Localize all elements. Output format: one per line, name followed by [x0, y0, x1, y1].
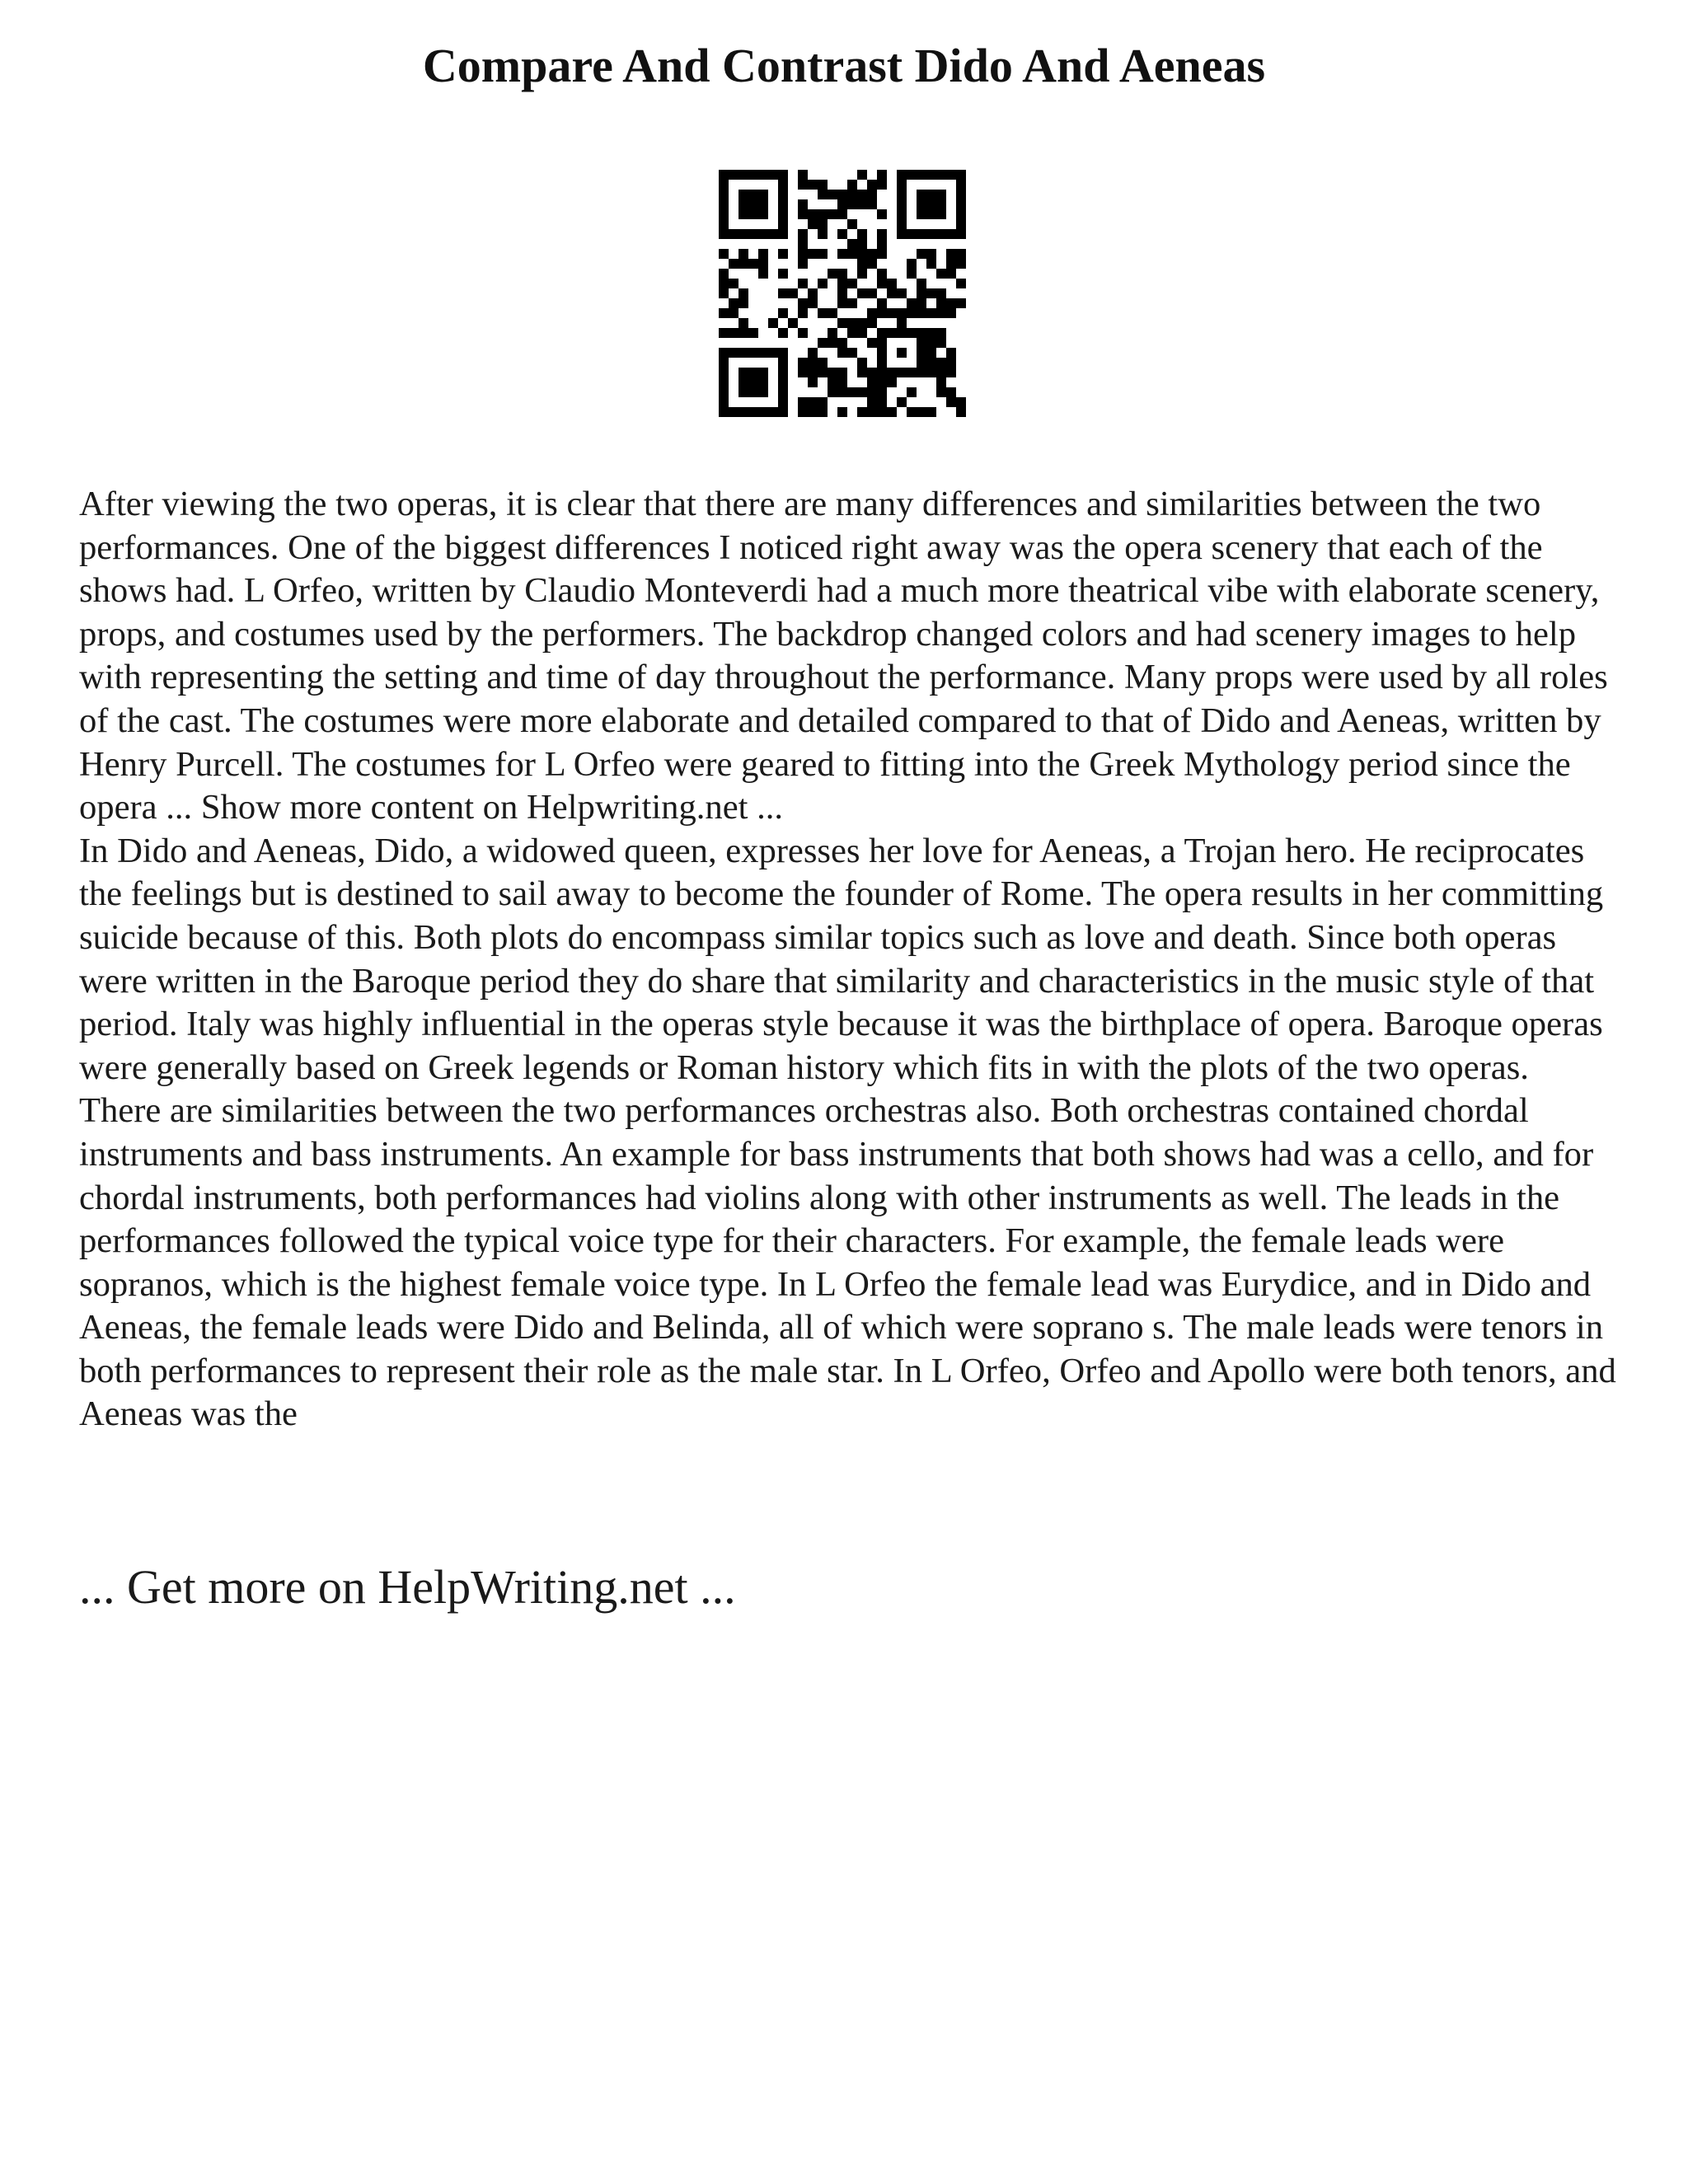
get-more-link[interactable]: ... Get more on HelpWriting.net ...: [79, 1560, 736, 1614]
article-body: [79, 483, 1629, 1436]
page-title: Compare And Contrast Dido And Aeneas: [422, 39, 1266, 92]
paragraph: After viewing the two operas, it is clear that there are many differences and similarities between the two performances. One of the biggest differences I noticed right away was the opera scenery that each of the shows had. L Orfeo, written by Claudio Monteverdi had a much more theatrical vibe with elaborate scenery, props, and costumes used by the performers. The backdrop changed colors and had scenery images to help with representing the setting and time of day throughout the performance. Many props were used by all roles of the cast. The costumes were more elaborate and detailed compared to that of Dido and Aeneas, written by Henry Purcell. The costumes for L Orfeo were geared to fitting into the Greek Mythology period since the opera ... Show more content on Helpwriting.net ...: [79, 485, 1608, 827]
paragraph: There are similarities between the two performances orchestras also. Both orchestras contained chordal instruments and bass instruments. An example for bass instruments that both shows had was a cello, and for chordal instruments, both performances had violins along with other instruments as well. The leads in the performances followed the typical voice type for their characters. For example, the female leads were sopranos, which is the highest female voice type. In L Orfeo the female lead was Eurydice, and in Dido and Aeneas, the female leads were Dido and Belinda, all of which were soprano s. The male leads were tenors in both performances to represent their role as the male star. In L Orfeo, Orfeo and Apollo were both tenors, and Aeneas was the: [79, 1091, 1616, 1434]
qr-code-graphic: [719, 170, 966, 417]
qr-code-icon: [719, 170, 966, 417]
paragraph: In Dido and Aeneas, Dido, a widowed queen, expresses her love for Aeneas, a Trojan hero. He reciprocates the feelings but is destined to sail away to become the founder of Rome. The opera results in her committing suicide because of this. Both plots do encompass similar topics such as love and death. Since both operas were written in the Baroque period they do share that similarity and characteristics in the music style of that period. Italy was highly influential in the operas style because it was the birthplace of opera. Baroque operas were generally based on Greek legends or Roman history which fits in with the plots of the two operas.: [79, 831, 1604, 1087]
